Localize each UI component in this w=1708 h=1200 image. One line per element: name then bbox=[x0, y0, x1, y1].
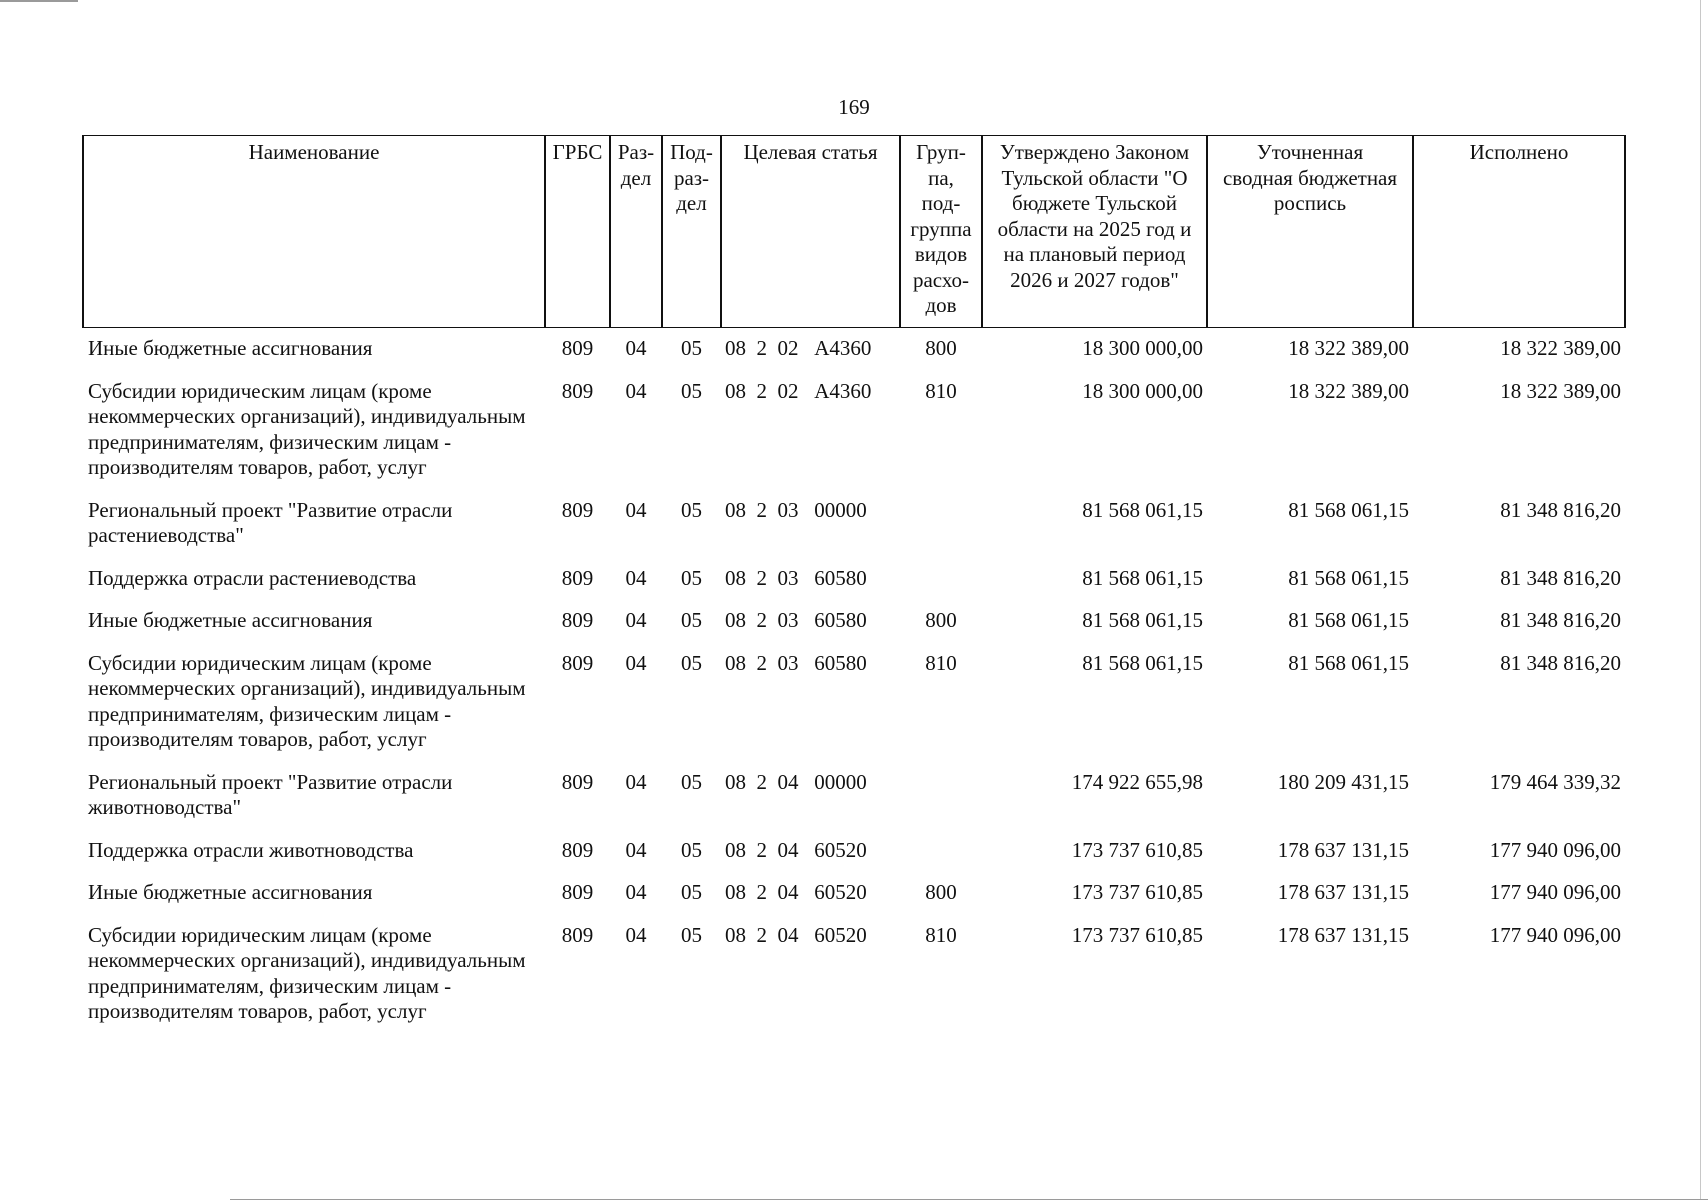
table-row bbox=[83, 600, 1625, 643]
header-group-line: расхо- bbox=[912, 267, 970, 292]
cell-podrazdel: 05 bbox=[681, 336, 702, 360]
table-row bbox=[83, 558, 1625, 601]
header-podrazdel-line: Под- bbox=[670, 140, 713, 164]
cell-target: 08 2 04 60520 bbox=[725, 837, 867, 862]
cell-razdel: 04 bbox=[625, 336, 647, 360]
cell-refined: 178 637 131,15 bbox=[1277, 837, 1409, 862]
table-row bbox=[83, 490, 1625, 558]
cell-grbs: 809 bbox=[561, 378, 594, 403]
header-group-line: Груп- bbox=[916, 140, 966, 164]
header-executed: Исполнено bbox=[1413, 136, 1625, 328]
cell-grbs: 809 bbox=[561, 336, 594, 360]
cell-target: 08 2 04 00000 bbox=[725, 769, 867, 794]
cell-name: Субсидии юридическим лицам (кроме некоммерческих организаций), индивидуальным предпринимателям, физическим лицам - производителям товаров, работ, услуг bbox=[88, 650, 526, 751]
budget-table bbox=[82, 135, 1626, 1034]
header-approved-line: 2026 и 2027 годов" bbox=[1010, 267, 1179, 292]
cell-name: Субсидии юридическим лицам (кроме некоммерческих организаций), индивидуальным предпринимателям, физическим лицам - производителям товаров, работ, услуг bbox=[88, 922, 526, 1023]
header-group bbox=[900, 136, 982, 328]
cell-grbs: 809 bbox=[561, 565, 594, 590]
scan-edge-top bbox=[0, 0, 78, 2]
cell-group bbox=[900, 490, 982, 558]
cell-executed: 81 348 816,20 bbox=[1500, 497, 1621, 522]
cell-grbs: 809 bbox=[561, 608, 594, 632]
cell-target: 08 2 03 60580 bbox=[725, 608, 867, 632]
cell-razdel: 04 bbox=[625, 880, 647, 904]
header-refined-line: роспись bbox=[1273, 191, 1347, 215]
table-row bbox=[83, 830, 1625, 873]
cell-name: Региональный проект "Развитие отрасли животноводства" bbox=[88, 769, 453, 819]
cell-razdel: 04 bbox=[625, 565, 647, 590]
cell-name: Поддержка отрасли животноводства bbox=[88, 837, 414, 862]
table-row bbox=[83, 643, 1625, 762]
cell-group bbox=[900, 762, 982, 830]
header-grbs: ГРБС bbox=[545, 136, 610, 328]
cell-refined: 18 322 389,00 bbox=[1288, 336, 1409, 360]
cell-name: Иные бюджетные ассигнования bbox=[88, 336, 373, 360]
page-number: 169 bbox=[838, 95, 870, 119]
cell-target: 08 2 04 60520 bbox=[725, 922, 867, 947]
cell-executed: 81 348 816,20 bbox=[1500, 650, 1621, 675]
header-podrazdel-line: дел bbox=[676, 191, 707, 215]
cell-podrazdel: 05 bbox=[681, 922, 702, 947]
cell-target: 08 2 02 А4360 bbox=[725, 336, 872, 360]
cell-grbs: 809 bbox=[561, 497, 594, 522]
cell-group: 800 bbox=[925, 608, 957, 632]
cell-target: 08 2 03 60580 bbox=[725, 650, 867, 675]
cell-group: 800 bbox=[925, 880, 957, 904]
cell-group: 810 bbox=[925, 922, 957, 947]
table-body bbox=[83, 328, 1625, 1034]
scan-edge-right bbox=[1700, 0, 1701, 1200]
header-razdel bbox=[610, 136, 662, 328]
cell-target: 08 2 04 60520 bbox=[725, 880, 867, 904]
cell-grbs: 809 bbox=[561, 880, 594, 904]
cell-approved: 81 568 061,15 bbox=[1082, 608, 1203, 632]
cell-name: Иные бюджетные ассигнования bbox=[88, 608, 373, 632]
cell-name: Субсидии юридическим лицам (кроме некоммерческих организаций), индивидуальным предпринимателям, физическим лицам - производителям товаров, работ, услуг bbox=[88, 378, 526, 479]
header-approved bbox=[982, 136, 1207, 328]
header-refined-line: сводная бюджетная bbox=[1222, 165, 1398, 190]
table-row bbox=[83, 915, 1625, 1034]
cell-approved: 18 300 000,00 bbox=[1082, 336, 1203, 360]
cell-refined: 18 322 389,00 bbox=[1288, 378, 1409, 403]
cell-approved: 173 737 610,85 bbox=[1071, 880, 1203, 904]
cell-refined: 81 568 061,15 bbox=[1288, 497, 1409, 522]
cell-executed: 81 348 816,20 bbox=[1500, 565, 1621, 590]
header-razdel-line: дел bbox=[620, 165, 652, 190]
table-header-row bbox=[83, 136, 1625, 328]
header-approved-line: области на 2025 год и bbox=[997, 216, 1192, 241]
cell-target: 08 2 03 60580 bbox=[725, 565, 867, 590]
cell-executed: 81 348 816,20 bbox=[1500, 608, 1621, 632]
table-row bbox=[83, 371, 1625, 490]
cell-grbs: 809 bbox=[561, 837, 594, 862]
cell-refined: 178 637 131,15 bbox=[1277, 922, 1409, 947]
cell-refined: 81 568 061,15 bbox=[1288, 565, 1409, 590]
cell-podrazdel: 05 bbox=[681, 769, 702, 794]
cell-name: Иные бюджетные ассигнования bbox=[88, 880, 373, 904]
header-group-line: дов bbox=[925, 293, 957, 317]
cell-executed: 18 322 389,00 bbox=[1500, 336, 1621, 360]
header-group-line: группа bbox=[910, 216, 972, 241]
cell-grbs: 809 bbox=[561, 922, 594, 947]
cell-approved: 173 737 610,85 bbox=[1071, 837, 1203, 862]
cell-approved: 81 568 061,15 bbox=[1082, 565, 1203, 590]
cell-approved: 81 568 061,15 bbox=[1082, 650, 1203, 675]
header-approved-line: на плановый период bbox=[1003, 242, 1186, 266]
cell-refined: 81 568 061,15 bbox=[1288, 650, 1409, 675]
cell-approved: 81 568 061,15 bbox=[1082, 497, 1203, 522]
cell-group bbox=[900, 558, 982, 601]
cell-grbs: 809 bbox=[561, 650, 594, 675]
cell-executed: 18 322 389,00 bbox=[1500, 378, 1621, 403]
cell-group bbox=[900, 830, 982, 873]
cell-razdel: 04 bbox=[625, 837, 647, 862]
cell-refined: 81 568 061,15 bbox=[1288, 608, 1409, 632]
cell-podrazdel: 05 bbox=[681, 378, 702, 403]
cell-podrazdel: 05 bbox=[681, 650, 702, 675]
header-podrazdel bbox=[662, 136, 721, 328]
cell-grbs: 809 bbox=[561, 769, 594, 794]
cell-target: 08 2 03 00000 bbox=[725, 497, 867, 522]
header-approved-line: бюджете Тульской bbox=[1012, 191, 1177, 215]
cell-podrazdel: 05 bbox=[681, 497, 702, 522]
table-row bbox=[83, 328, 1625, 371]
header-group-line: под- bbox=[921, 191, 961, 215]
cell-razdel: 04 bbox=[625, 650, 647, 675]
cell-group: 810 bbox=[925, 650, 957, 675]
cell-executed: 179 464 339,32 bbox=[1489, 769, 1621, 794]
cell-razdel: 04 bbox=[625, 497, 647, 522]
cell-refined: 178 637 131,15 bbox=[1277, 880, 1409, 904]
cell-executed: 177 940 096,00 bbox=[1489, 837, 1621, 862]
header-approved-line: Утверждено Законом bbox=[999, 140, 1190, 164]
cell-refined: 180 209 431,15 bbox=[1277, 769, 1409, 794]
cell-podrazdel: 05 bbox=[681, 880, 702, 904]
cell-name: Поддержка отрасли растениеводства bbox=[88, 565, 417, 590]
header-razdel-line: Раз- bbox=[617, 140, 655, 164]
cell-razdel: 04 bbox=[625, 922, 647, 947]
header-refined-line: Уточненная bbox=[1256, 140, 1364, 164]
cell-podrazdel: 05 bbox=[681, 837, 702, 862]
cell-approved: 173 737 610,85 bbox=[1071, 922, 1203, 947]
table-row bbox=[83, 762, 1625, 830]
header-podrazdel-line: раз- bbox=[673, 165, 710, 190]
cell-razdel: 04 bbox=[625, 608, 647, 632]
cell-target: 08 2 02 А4360 bbox=[725, 378, 872, 403]
cell-executed: 177 940 096,00 bbox=[1489, 922, 1621, 947]
header-refined bbox=[1207, 136, 1413, 328]
header-approved-line: Тульской области "О bbox=[1001, 165, 1188, 190]
cell-approved: 174 922 655,98 bbox=[1071, 769, 1203, 794]
cell-approved: 18 300 000,00 bbox=[1082, 378, 1203, 403]
cell-podrazdel: 05 bbox=[681, 608, 702, 632]
cell-executed: 177 940 096,00 bbox=[1489, 880, 1621, 904]
header-target: Целевая статья bbox=[721, 136, 900, 328]
header-group-line: видов bbox=[914, 242, 968, 266]
cell-group: 800 bbox=[925, 336, 957, 360]
cell-podrazdel: 05 bbox=[681, 565, 702, 590]
cell-razdel: 04 bbox=[625, 769, 647, 794]
cell-razdel: 04 bbox=[625, 378, 647, 403]
header-group-line: па, bbox=[928, 165, 954, 190]
cell-group: 810 bbox=[925, 378, 957, 403]
table-row bbox=[83, 872, 1625, 915]
header-name: Наименование bbox=[83, 136, 545, 328]
cell-name: Региональный проект "Развитие отрасли растениеводства" bbox=[88, 497, 453, 547]
